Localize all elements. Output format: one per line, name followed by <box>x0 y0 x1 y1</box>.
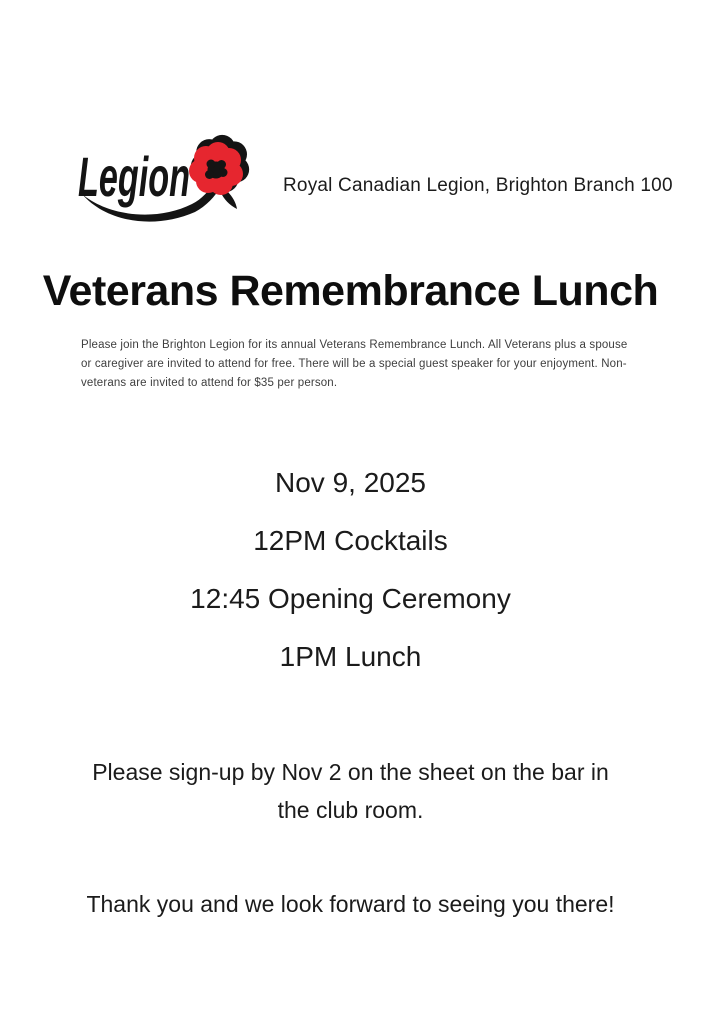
schedule-date: Nov 9, 2025 <box>275 467 426 498</box>
legion-logo <box>78 130 250 225</box>
org-name: Royal Canadian Legion, Brighton Branch 100 <box>283 175 673 196</box>
signup-line: Please sign-up by Nov 2 on the sheet on the bar in <box>92 759 609 785</box>
page-title: Veterans Remembrance Lunch <box>42 267 659 315</box>
schedule <box>0 466 701 698</box>
intro-line: veterans are invited to attend for $35 per person. <box>81 377 338 389</box>
schedule-cocktails: 12PM Cocktails <box>253 525 448 556</box>
signup-note <box>0 753 701 829</box>
signup-line: the club room. <box>277 797 424 823</box>
intro-line: or caregiver are invited to attend for free. There will be a special guest speaker for your enjoyment. Non- <box>81 358 627 370</box>
legion-logo-graphic <box>78 130 250 225</box>
schedule-lunch: 1PM Lunch <box>279 641 422 672</box>
legion-wordmark: Legion <box>78 145 190 208</box>
closing-line: Thank you and we look forward to seeing you there! <box>86 891 615 917</box>
intro-line: Please join the Brighton Legion for its annual Veterans Remembrance Lunch. All Veterans plus a spouse <box>81 339 628 351</box>
poppy-icon <box>189 135 249 195</box>
intro-paragraph <box>81 336 641 393</box>
schedule-ceremony: 12:45 Opening Ceremony <box>190 583 511 614</box>
poppy-center <box>205 160 228 180</box>
